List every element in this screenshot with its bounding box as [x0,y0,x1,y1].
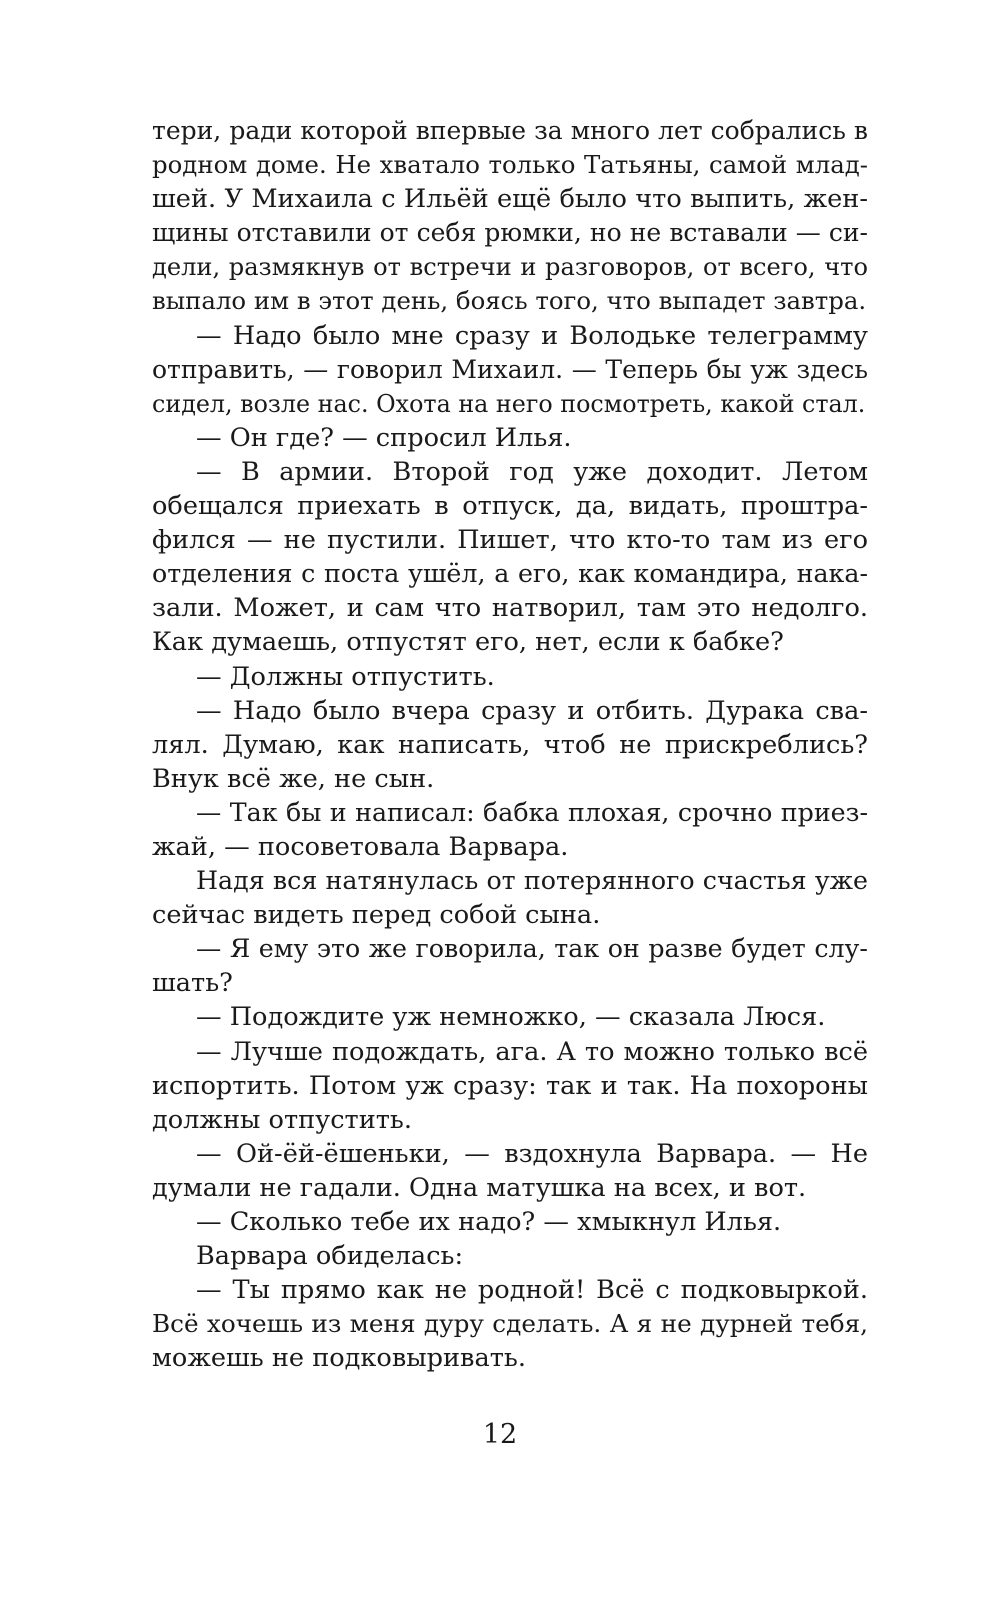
text-line: — Он где? — спросил Илья. [196,422,572,453]
text-line: Всё хочешь из меня дуру сделать. А я не дурней тебя, [152,1309,868,1339]
text-line: шей. У Михаила с Ильёй ещё было что выпить, жен- [152,184,868,215]
text-line: Внук всё же, не сын. [152,763,435,794]
text-line: — Подождите уж немножко, — сказала Люся. [196,1002,826,1033]
text-line: — Сколько тебе их надо? — хмыкнул Илья. [196,1207,782,1237]
text-line: можешь не подковыривать. [152,1343,526,1374]
text-line: отправить, — говорил Михаил. — Теперь бы уж здесь [152,354,868,384]
text-line: Надя вся натянулась от потерянного счастья уже [196,866,868,896]
text-line: сидел, возле нас. Охота на него посмотреть, какой стал. [152,389,866,418]
text-line: — Надо было вчера сразу и отбить. Дурака сва- [196,695,868,726]
text-line: фился — не пустили. Пишет, что кто-то там из его [152,525,868,556]
text-line: думали не гадали. Одна матушка на всех, и вот. [152,1172,807,1203]
text-line: тери, ради которой впервые за много лет собрались в [152,116,868,145]
text-line: жай, — посоветовала Варвара. [152,831,569,862]
text-line: дели, размякнув от встречи и разговоров, от всего, что [152,253,868,282]
text-line: должны отпустить. [152,1104,412,1135]
text-line: лял. Думаю, как написать, чтоб не прискреблись? [152,729,868,760]
text-line: сейчас видеть перед собой сына. [152,900,601,931]
body-text [152,114,868,1375]
text-line: испортить. Потом уж сразу: так и так. На похороны [152,1070,868,1101]
text-line: — В армии. Второй год уже доходит. Летом [196,456,868,487]
text-line: — Ты прямо как не родной! Всё с подковыркой. [196,1275,868,1306]
text-line: — Должны отпустить. [196,661,495,692]
text-line: шать? [152,968,233,999]
text-line: родном доме. Не хватало только Татьяны, самой млад- [152,150,868,180]
page-number: 12 [482,1419,518,1450]
text-line: отделения с поста ушёл, а его, как командира, нака- [152,559,868,589]
text-line: обещался приехать в отпуск, да, видать, проштра- [152,491,868,522]
text-line: выпало им в этот день, боясь того, что выпадет завтра. [152,286,867,316]
text-line: — Я ему это же говорила, так он разве будет слу- [196,934,868,964]
text-line: — Ой-ёй-ёшеньки, — вздохнула Варвара. — Не [196,1138,868,1169]
text-line: — Надо было мне сразу и Володьке телеграмму [196,320,868,351]
text-line: зали. Может, и сам что натворил, там это недолго. [152,593,868,624]
text-line: — Так бы и написал: бабка плохая, срочно приез- [196,797,868,827]
text-line: Варвара обиделась: [196,1241,464,1272]
text-line: — Лучше подождать, ага. А то можно только всё [196,1036,868,1067]
text-line: Как думаешь, отпустят его, нет, если к бабке? [152,627,784,658]
text-line: щины отставили от себя рюмки, но не вставали — си- [152,218,868,248]
